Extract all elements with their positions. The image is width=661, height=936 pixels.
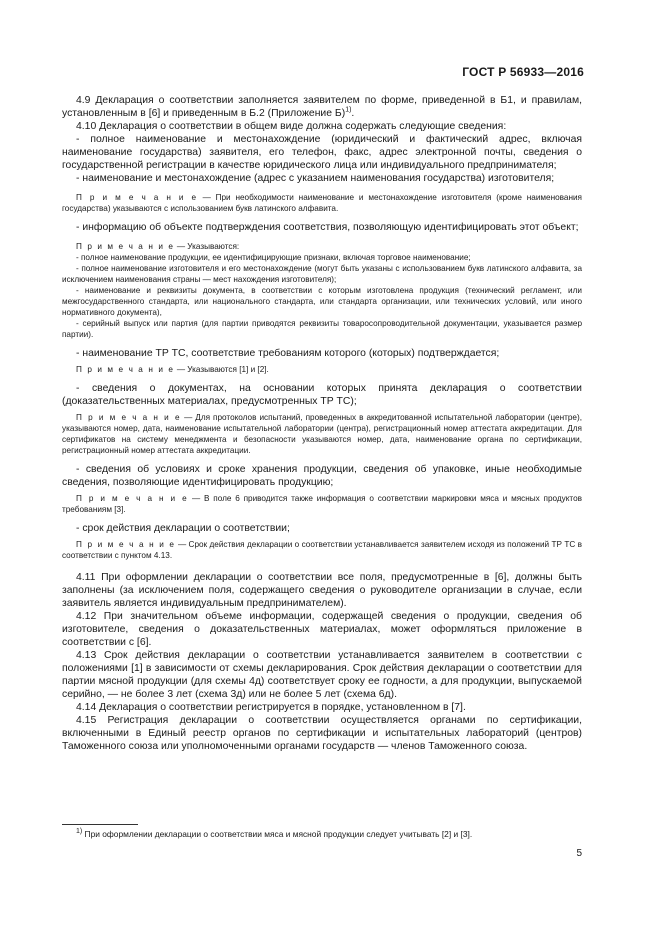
note-text: — Срок действия декларации о соответствии устанавливается заявителем исходя из положений ТР ТС в соответствии с пунктом 4.13. xyxy=(62,540,582,560)
note-text: — При необходимости наименование и местонахождение изготовителя (кроме наименования государства) указываются с использованием букв латинского алфавита. xyxy=(62,193,582,213)
note-text: — Для протоколов испытаний, проведенных в аккредитованной испытательной лаборатории (центре), указываются номер, дата, наименование испытательной лаборатории (центра), регистрационный номер аттестата аккредитации. Для сертификатов на систему менеджмента и безопасности указываются номер, дата, наименование органа по сертификации, регистрационный номер аттестата аккредитации. xyxy=(62,413,582,455)
list-item-tr-ts: - наименование ТР ТС, соответствие требованиям которого (которых) подтверждается; xyxy=(76,348,500,359)
note-label: П р и м е ч а н и е xyxy=(76,193,198,202)
note-text: — Указываются: xyxy=(174,242,240,251)
note-tr-ts xyxy=(62,364,582,375)
note-validity xyxy=(62,539,582,561)
footnote-mark: 1) xyxy=(76,828,83,836)
note-text: — Указываются [1] и [2]. xyxy=(174,365,269,374)
note-text: — В поле 6 приводится также информация о соответствии маркировки мяса и мясных продуктов требованиям [3]. xyxy=(62,494,582,514)
note-object-line: - наименование и реквизиты документа, в соответствии с которым изготовлена продукция (технический регламент, или межгосударственного стандарта, или национального стандарта, или стандарта организации, или технических условий, или иного нормативного документа), xyxy=(62,286,582,317)
note-label: П р и м е ч а н и е xyxy=(76,365,175,374)
note-label: П р и м е ч а н и е xyxy=(76,242,175,251)
list-item-storage: - сведения об условиях и сроке хранения продукции, сведения об упаковке, иные необходимые сведения, позволяющие идентифицировать продукцию; xyxy=(62,464,582,488)
note-object-line: - полное наименование изготовителя и его местонахождение (могут быть указаны с использованием букв латинского алфавита, за исключением наименования страны — мест нахождения изготовителя); xyxy=(62,264,582,284)
note-label: П р и м е ч а н и е xyxy=(76,494,189,503)
document-body xyxy=(62,94,582,753)
clause-4-9-text: 4.9 Декларация о соответствии заполняется заявителем по форме, приведенной в Б1, и правилам, установленным в [6] и приведенным в Б.2 (Приложение Б) xyxy=(62,95,582,119)
note-storage xyxy=(62,493,582,515)
list-item-documents: - сведения о документах, на основании которых принята декларация о соответствии (доказательственных материалах, предусмотренных ТР ТС); xyxy=(62,383,582,407)
clause-4-15: 4.15 Регистрация декларации о соответствии осуществляется органами по сертификации, включенными в Единый реестр органов по сертификации и испытательных лабораторий (центров) Таможенного союза или уполномоченными органами государств — членов Таможенного союза. xyxy=(62,715,582,752)
list-item-object: - информацию об объекте подтверждения соответствия, позволяющую идентифицировать этот объект; xyxy=(76,222,579,233)
note-documents xyxy=(62,412,582,456)
clause-4-14: 4.14 Декларация о соответствии регистрируется в порядке, установленном в [7]. xyxy=(76,702,466,713)
note-label: П р и м е ч а н и е xyxy=(76,413,182,422)
list-item-manufacturer: - наименование и местонахождение (адрес с указанием наименования государства) изготовителя; xyxy=(76,173,555,184)
footnote-ref: 1) xyxy=(345,106,352,114)
note-label: П р и м е ч а н и е xyxy=(76,540,176,549)
page-number: 5 xyxy=(576,848,582,859)
footnote-text: При оформлении декларации о соответствии мяса и мясной продукции следует учитывать [2] и [3]. xyxy=(82,829,473,839)
note-manufacturer xyxy=(62,192,582,214)
note-object-head xyxy=(62,241,582,252)
note-object-line: - серийный выпуск или партия (для партии приводятся реквизиты товаросопроводительной документации, указывается размер партии). xyxy=(62,319,582,339)
clause-4-12: 4.12 При значительном объеме информации, содержащей сведения о продукции, сведения об изготовителе, сведения о доказательственных материалах, может оформляться приложение в соответствии с [6]. xyxy=(62,611,582,648)
list-item-applicant: - полное наименование и местонахождение (юридический и фактический адрес, включая наименование государства) заявителя, его телефон, факс, адрес электронной почты, сведения о государственной регистрации в качестве юридического лица или индивидуального предпринимателя; xyxy=(62,134,582,171)
list-item-validity: - срок действия декларации о соответствии; xyxy=(76,523,290,534)
clause-4-10: 4.10 Декларация о соответствии в общем виде должна содержать следующие сведения: xyxy=(76,121,507,132)
clause-4-13: 4.13 Срок действия декларации о соответствии устанавливается заявителем в соответствии с положениями [1] в зависимости от схемы декларирования. Срок действия декларации о соответствии для партии мясной продукции (для схемы 4д) соответствует сроку ее годности, а для продукции, выпускаемой серийно, — не более 3 лет (схема 3д) или не более 5 лет (схема 6д). xyxy=(62,650,582,700)
footnote-divider xyxy=(62,824,138,825)
clause-4-9: 4.9 Декларация о соответствии заполняется заявителем по форме, приведенной в Б1, и правилам, установленным в [6] и приведенным в Б.2 (Приложение Б)$^{1)}$. xyxy=(62,95,582,119)
clause-4-11: 4.11 При оформлении декларации о соответствии все поля, предусмотренные в [6], должны быть заполнены (за исключением поля, содержащего сведения о руководителе организации в случае, если заявитель является индивидуальным предпринимателем). xyxy=(62,572,582,609)
footnote xyxy=(62,829,582,840)
note-object-line: - полное наименование продукции, ее идентифицирующие признаки, включая торговое наименование; xyxy=(76,253,471,262)
standard-code-header: ГОСТ Р 56933—2016 xyxy=(462,65,584,79)
